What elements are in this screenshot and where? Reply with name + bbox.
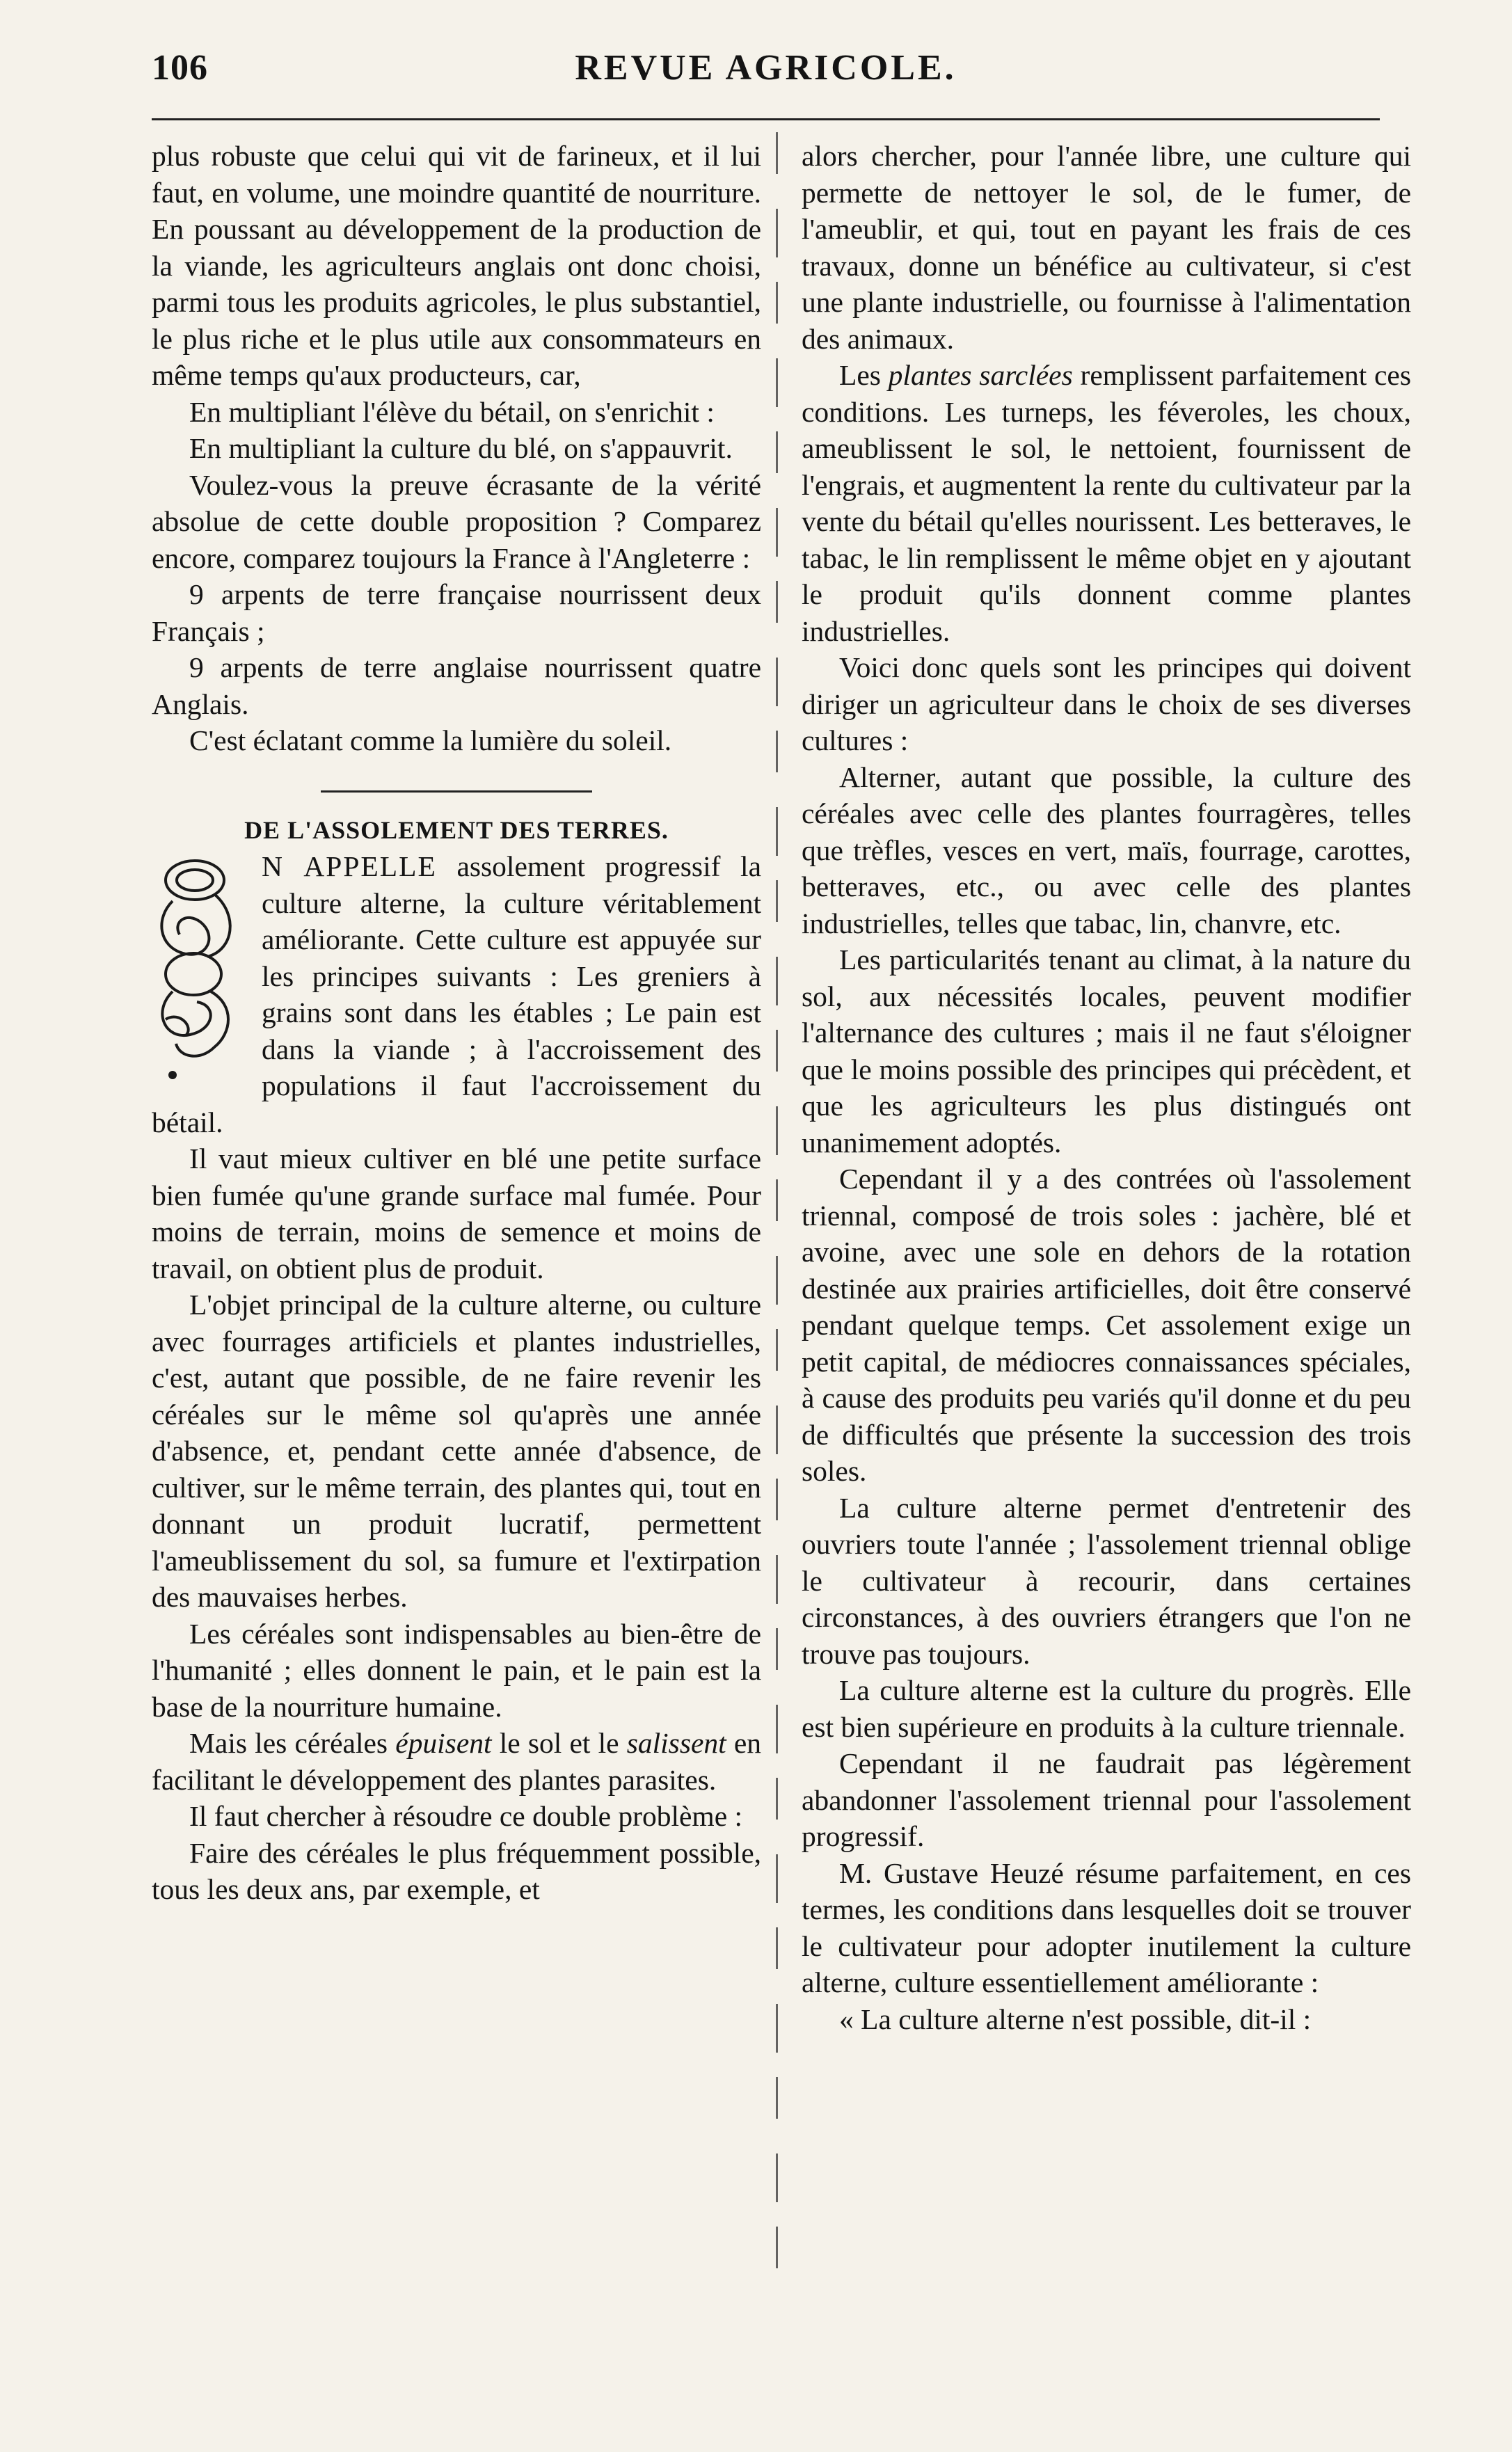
paragraph: Il faut chercher à résoudre ce double problème :	[189, 1800, 743, 1832]
paragraph: Les particularités tenant au climat, à la nature du sol, aux nécessités locales, peuvent modifier l'alternance des cultures ; mais il ne faut s'éloigner que le moins possible des principes qui précèdent, et que les agriculteurs les plus distingués ont unanimement adoptés.	[802, 944, 1411, 1159]
paragraph: Mais les céréales épuisent le sol et le salissent en facilitant le développement des plantes parasites.	[152, 1727, 762, 1796]
paragraph: M. Gustave Heuzé résume parfaitement, en ces termes, les conditions dans lesquelles doit se trouver le cultivateur pour adopter inutilement la culture alterne, culture essentiellement améliorante :	[802, 1856, 1411, 1998]
ornamental-initial-o	[152, 852, 249, 1082]
column-divider	[776, 132, 778, 2268]
paragraph: N APPELLE assolement progressif la culture alterne, la culture véritablement améliorante. Cette culture est appuyée sur les principes suivants : Les greniers à grains sont dans les étables ; Le pain est dans la viande ; à l'accroissement des populations il faut l'accroissement du bétail.	[152, 850, 761, 1138]
running-title: REVUE AGRICOLE.	[575, 48, 957, 88]
paragraph: La culture alterne est la culture du progrès. Elle est bien supérieure en produits à la culture triennale.	[802, 1674, 1411, 1743]
header-rule	[152, 118, 1380, 120]
paragraph: 9 arpents de terre anglaise nourrissent quatre Anglais.	[152, 651, 761, 720]
paragraph: Alterner, autant que possible, la culture des céréales avec celle des plantes fourragères, telles que trèfles, vesces en vert, maïs, fourrage, carottes, betteraves, etc., ou avec celle des plantes industrielles, telles que tabac, lin, chanvre, etc.	[802, 761, 1411, 939]
opening-words: N APPELLE	[262, 850, 437, 882]
paragraph: En multipliant l'élève du bétail, on s'enrichit :	[189, 395, 715, 428]
paragraph: L'objet principal de la culture alterne, ou culture avec fourrages artificiels et plantes industrielles, c'est, autant que possible, de ne faire revenir les céréales sur le même sol qu'après une année d'absence, et, pendant cette année d'absence, de cultiver, sur le même terrain, des plantes qui, tout en donnant un produit lucratif, permettent l'ameublissement du sol, sa fumure et l'extirpation des mauvaises herbes.	[152, 1289, 761, 1613]
section-title: DE L'ASSOLEMENT DES TERRES.	[244, 815, 669, 844]
page-number: 106	[152, 48, 208, 88]
paragraph: Voulez-vous la preuve écrasante de la vérité absolue de cette double proposition ? Comparez encore, comparez toujours la France à l'Angleterre :	[152, 468, 761, 574]
paragraph: Il vaut mieux cultiver en blé une petite surface bien fumée qu'une grande surface mal fumée. Pour moins de terrain, moins de semence et moins de travail, on obtient plus de produit.	[152, 1143, 761, 1284]
page-header	[152, 47, 1380, 103]
paragraph: alors chercher, pour l'année libre, une culture qui permette de nettoyer le sol, de le fumer, de l'ameublir, et qui, tout en payant les frais de ces travaux, donne un bénéfice au cultivateur, si c'est une plante industrielle, ou fournisse à l'alimentation des animaux.	[802, 140, 1411, 355]
paragraph: C'est éclatant comme la lumière du soleil.	[189, 724, 672, 756]
paragraph: plus robuste que celui qui vit de farineux, et il lui faut, en volume, une moindre quantité de nourriture. En poussant au développement de la production de la viande, les agriculteurs anglais ont donc choisi, parmi tous les produits agricoles, le plus substantiel, le plus riche et le plus utile aux consommateurs en même temps qu'aux producteurs, car,	[152, 140, 761, 391]
right-column	[802, 138, 1411, 2037]
paragraph: « La culture alterne n'est possible, dit-il :	[839, 2003, 1312, 2035]
paragraph: En multipliant la culture du blé, on s'appauvrit.	[189, 432, 733, 464]
ornate-paragraph	[152, 848, 761, 1140]
paragraph: La culture alterne permet d'entretenir des ouvriers toute l'année ; l'assolement triennal oblige le cultivateur à recourir, dans certaines circonstances, à des ouvriers étrangers que l'on ne trouve pas toujours.	[802, 1491, 1411, 1670]
paragraph: Voici donc quels sont les principes qui doivent diriger un agriculteur dans le choix de ses diverses cultures :	[802, 651, 1411, 756]
paragraph: Les plantes sarclées remplissent parfaitement ces conditions. Les turneps, les féveroles, les choux, ameublissent le sol, le nettoient, fournissent de l'engrais, et augmentent la rente du cultivateur par la vente du bétail qu'elles nourissent. Les betteraves, le tabac, le lin remplissent le même objet en y ajoutant le produit qu'ils donnent comme plantes industrielles.	[802, 359, 1411, 647]
paragraph: 9 arpents de terre française nourrissent deux Français ;	[152, 578, 761, 647]
paragraph: Faire des céréales le plus fréquemment possible, tous les deux ans, par exemple, et	[152, 1836, 761, 1905]
paragraph: Les céréales sont indispensables au bien-être de l'humanité ; elles donnent le pain, et le pain est la base de la nourriture humaine.	[152, 1617, 761, 1723]
section-rule	[321, 790, 592, 793]
left-column	[152, 138, 761, 1908]
paragraph: Cependant il ne faudrait pas légèrement abandonner l'assolement triennal pour l'assolement progressif.	[802, 1747, 1411, 1852]
paragraph: Cependant il y a des contrées où l'assolement triennal, composé de trois soles : jachère, blé et avoine, avec une sole en dehors de la rotation destinée aux prairies artificielles, doit être conservé pendant quelque temps. Cet assolement exige un petit capital, de médiocres connaissances spéciales, à cause des produits peu variés qu'il donne et du peu de difficultés que présente la succession des trois soles.	[802, 1163, 1411, 1487]
